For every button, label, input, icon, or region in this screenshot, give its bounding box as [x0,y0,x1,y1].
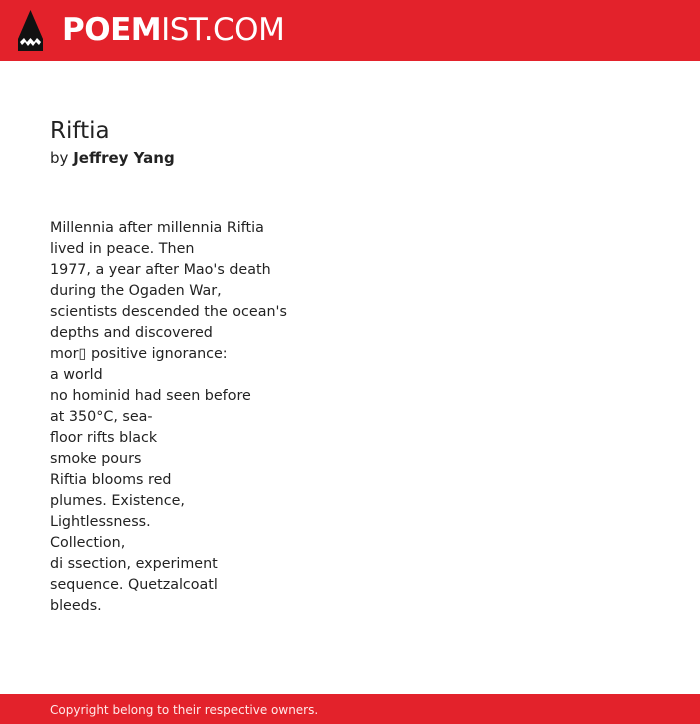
poem-body [50,218,287,617]
poem-author: Jeffrey Yang [73,149,175,167]
poem-line: lived in peace. Then [50,241,195,257]
poem-line: bleeds. [50,598,102,614]
poem-line: plumes. Existence, [50,493,185,509]
poem-line: a world [50,367,103,383]
poem-line: Collection, [50,535,126,551]
logo-text-light: IST.COM [161,12,285,48]
poem-title: Riftia [50,118,110,144]
poem-line: mor▯ positive ignorance: [50,346,228,362]
poem-line: 1977, a year after Mao's death [50,262,271,278]
logo-text-bold: POEM [62,12,162,48]
poem-line: depths and discovered [50,325,213,341]
site-logo-text[interactable] [62,10,284,50]
poem-line: smoke pours [50,451,142,467]
poem-line: sequence. Quetzalcoatl [50,577,218,593]
poem-line: at 350°C, sea- [50,409,153,425]
pencil-tip-icon[interactable] [17,9,44,52]
poem-line: floor rifts black [50,430,158,446]
poem-line: during the Ogaden War, [50,283,222,299]
by-label: by [50,149,69,167]
poem-line: Lightlessness. [50,514,151,530]
copyright-notice: Copyright belong to their respective owners. [50,703,319,717]
site-footer [0,694,700,724]
poem-line: di ssection, experiment [50,556,218,572]
poem-line: scientists descended the ocean's [50,304,287,320]
poem-byline [50,147,650,169]
poem-line: no hominid had seen before [50,388,251,404]
poem-line: Millennia after millennia Riftia [50,220,264,236]
site-header [0,0,700,61]
poem-line: Riftia blooms red [50,472,172,488]
poem-content [50,116,650,614]
